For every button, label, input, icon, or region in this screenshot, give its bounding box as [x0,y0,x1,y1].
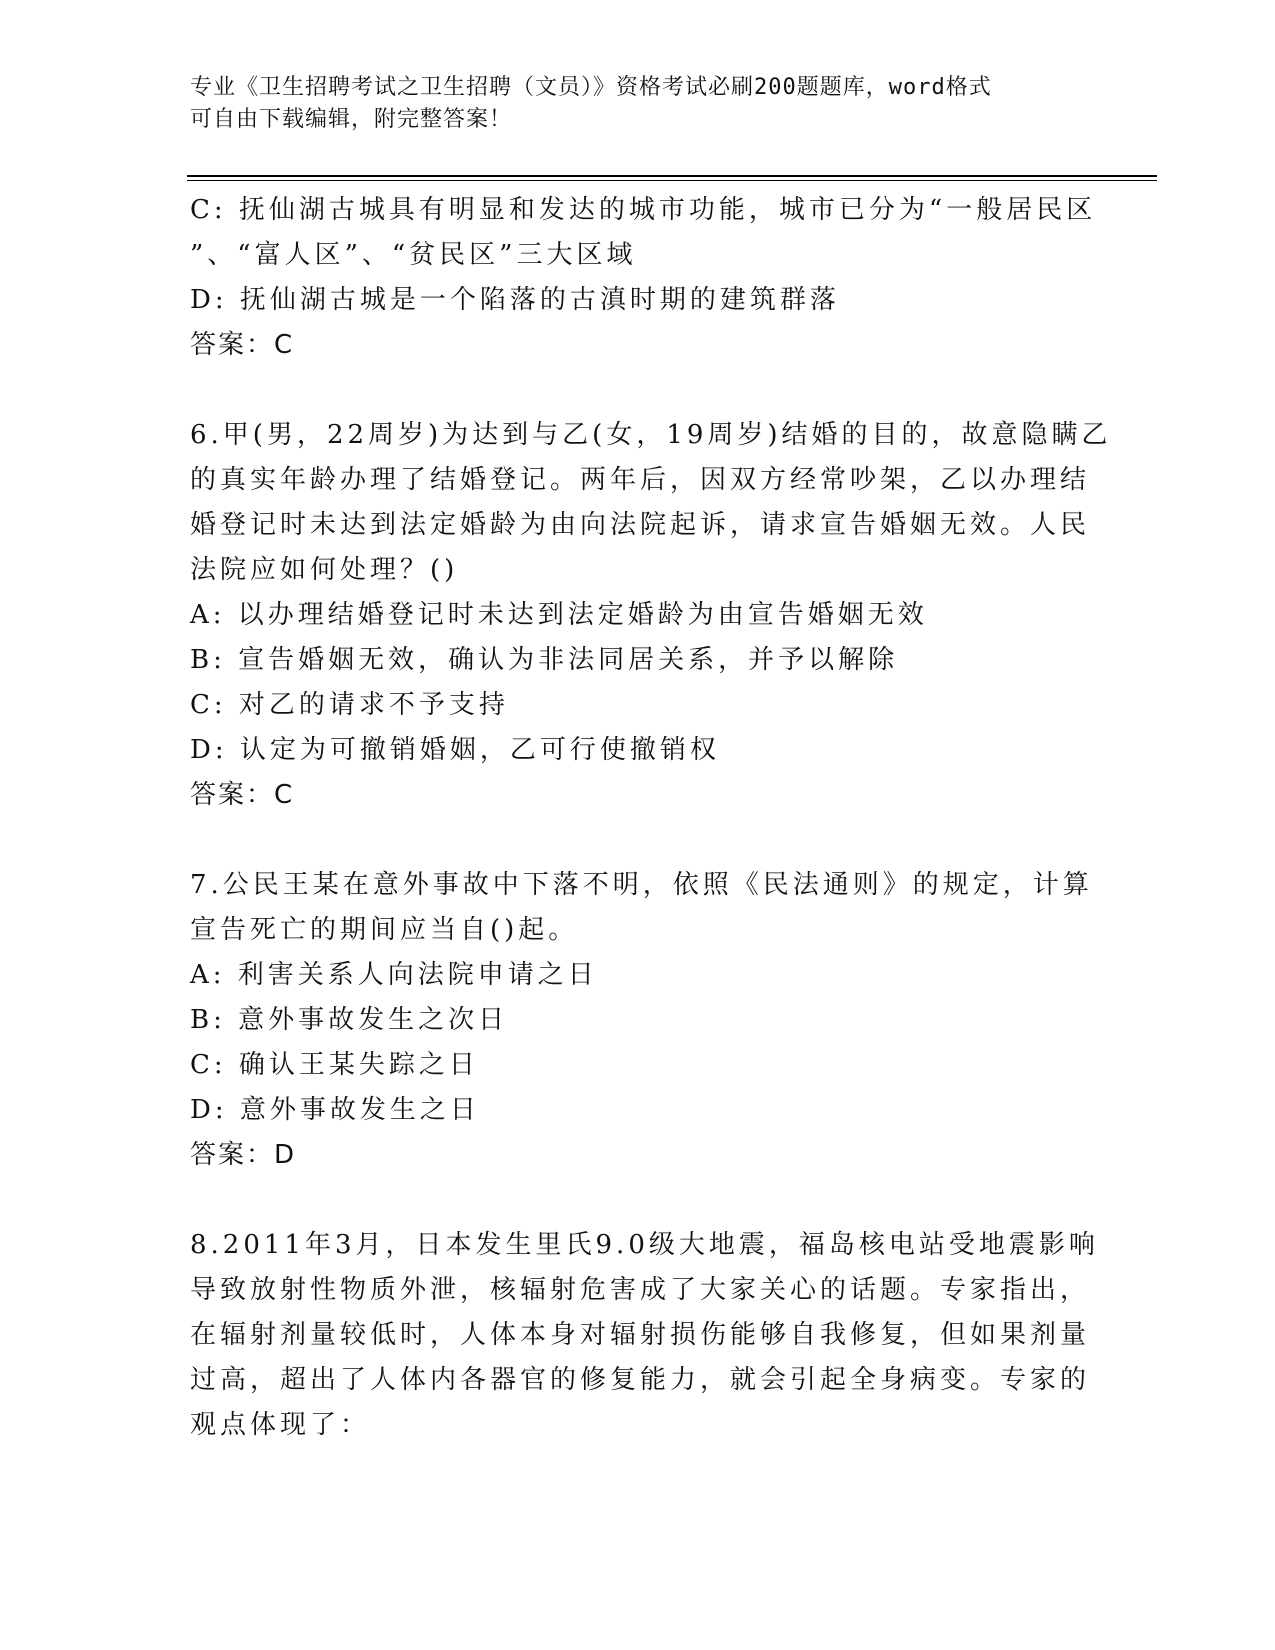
header-title-line-2: 可自由下载编辑，附完整答案！ [190,107,513,132]
q6-option-c: C: 对乙的请求不予支持 [190,690,509,720]
q7-option-a: A: 利害关系人向法院申请之日 [190,960,598,990]
q6-option-b: B: 宣告婚姻无效，确认为非法同居关系，并予以解除 [190,645,899,675]
q6-answer: 答案：C [190,780,295,810]
q7-stem-line-2: 宣告死亡的期间应当自()起。 [190,915,579,945]
q7-answer: 答案：D [190,1140,297,1170]
q6-option-a: A: 以办理结婚登记时未达到法定婚龄为由宣告婚姻无效 [190,600,928,630]
question-5 [190,188,1097,368]
q5-answer: 答案：C [190,330,295,360]
q6-stem-line-1: 6.甲(男，22周岁)为达到与乙(女，19周岁)结婚的目的，故意隐瞒乙 [190,420,1112,450]
header-divider-thin [187,180,1157,181]
q7-option-b: B: 意外事故发生之次日 [190,1005,509,1035]
q5-option-d: D: 抚仙湖古城是一个陷落的古滇时期的建筑群落 [190,285,840,315]
q6-stem-line-4: 法院应如何处理？() [190,555,459,585]
q7-option-d: D: 意外事故发生之日 [190,1095,480,1125]
header-divider-thick [187,175,1157,177]
question-6 [190,413,1112,818]
q5-option-c-line-2: ”、“富人区”、“贫民区”三大区域 [190,240,637,270]
spacer [190,818,1080,863]
q7-stem-line-1: 7.公民王某在意外事故中下落不明，依照《民法通则》的规定，计算 [190,870,1093,900]
question-8 [190,1223,1099,1448]
q8-stem-line-2: 导致放射性物质外泄，核辐射危害成了大家关心的话题。专家指出， [190,1275,1091,1305]
q8-stem-line-5: 观点体现了： [190,1410,371,1440]
q7-option-c: C: 确认王某失踪之日 [190,1050,479,1080]
question-7 [190,863,1093,1178]
q8-stem-line-3: 在辐射剂量较低时，人体本身对辐射损伤能够自我修复，但如果剂量 [190,1320,1091,1350]
header-divider [187,175,1157,180]
q6-stem-line-3: 婚登记时未达到法定婚龄为由向法院起诉，请求宣告婚姻无效。人民 [190,510,1091,540]
header-title-line-1: 专业《卫生招聘考试之卫生招聘（文员）》资格考试必刷200题题库，word格式 [190,75,992,100]
spacer [190,368,1080,413]
document-body [190,188,1112,1448]
q8-stem-line-4: 过高，超出了人体内各器官的修复能力，就会引起全身病变。专家的 [190,1365,1091,1395]
q6-stem-line-2: 的真实年龄办理了结婚登记。两年后，因双方经常吵架，乙以办理结 [190,465,1091,495]
q6-option-d: D: 认定为可撤销婚姻，乙可行使撤销权 [190,735,720,765]
q8-stem-line-1: 8.2011年3月，日本发生里氏9.0级大地震，福岛核电站受地震影响 [190,1230,1099,1260]
spacer [190,1178,1080,1223]
q5-option-c-line-1: C: 抚仙湖古城具有明显和发达的城市功能，城市已分为“一般居民区 [190,195,1097,225]
page-header [190,72,1090,136]
